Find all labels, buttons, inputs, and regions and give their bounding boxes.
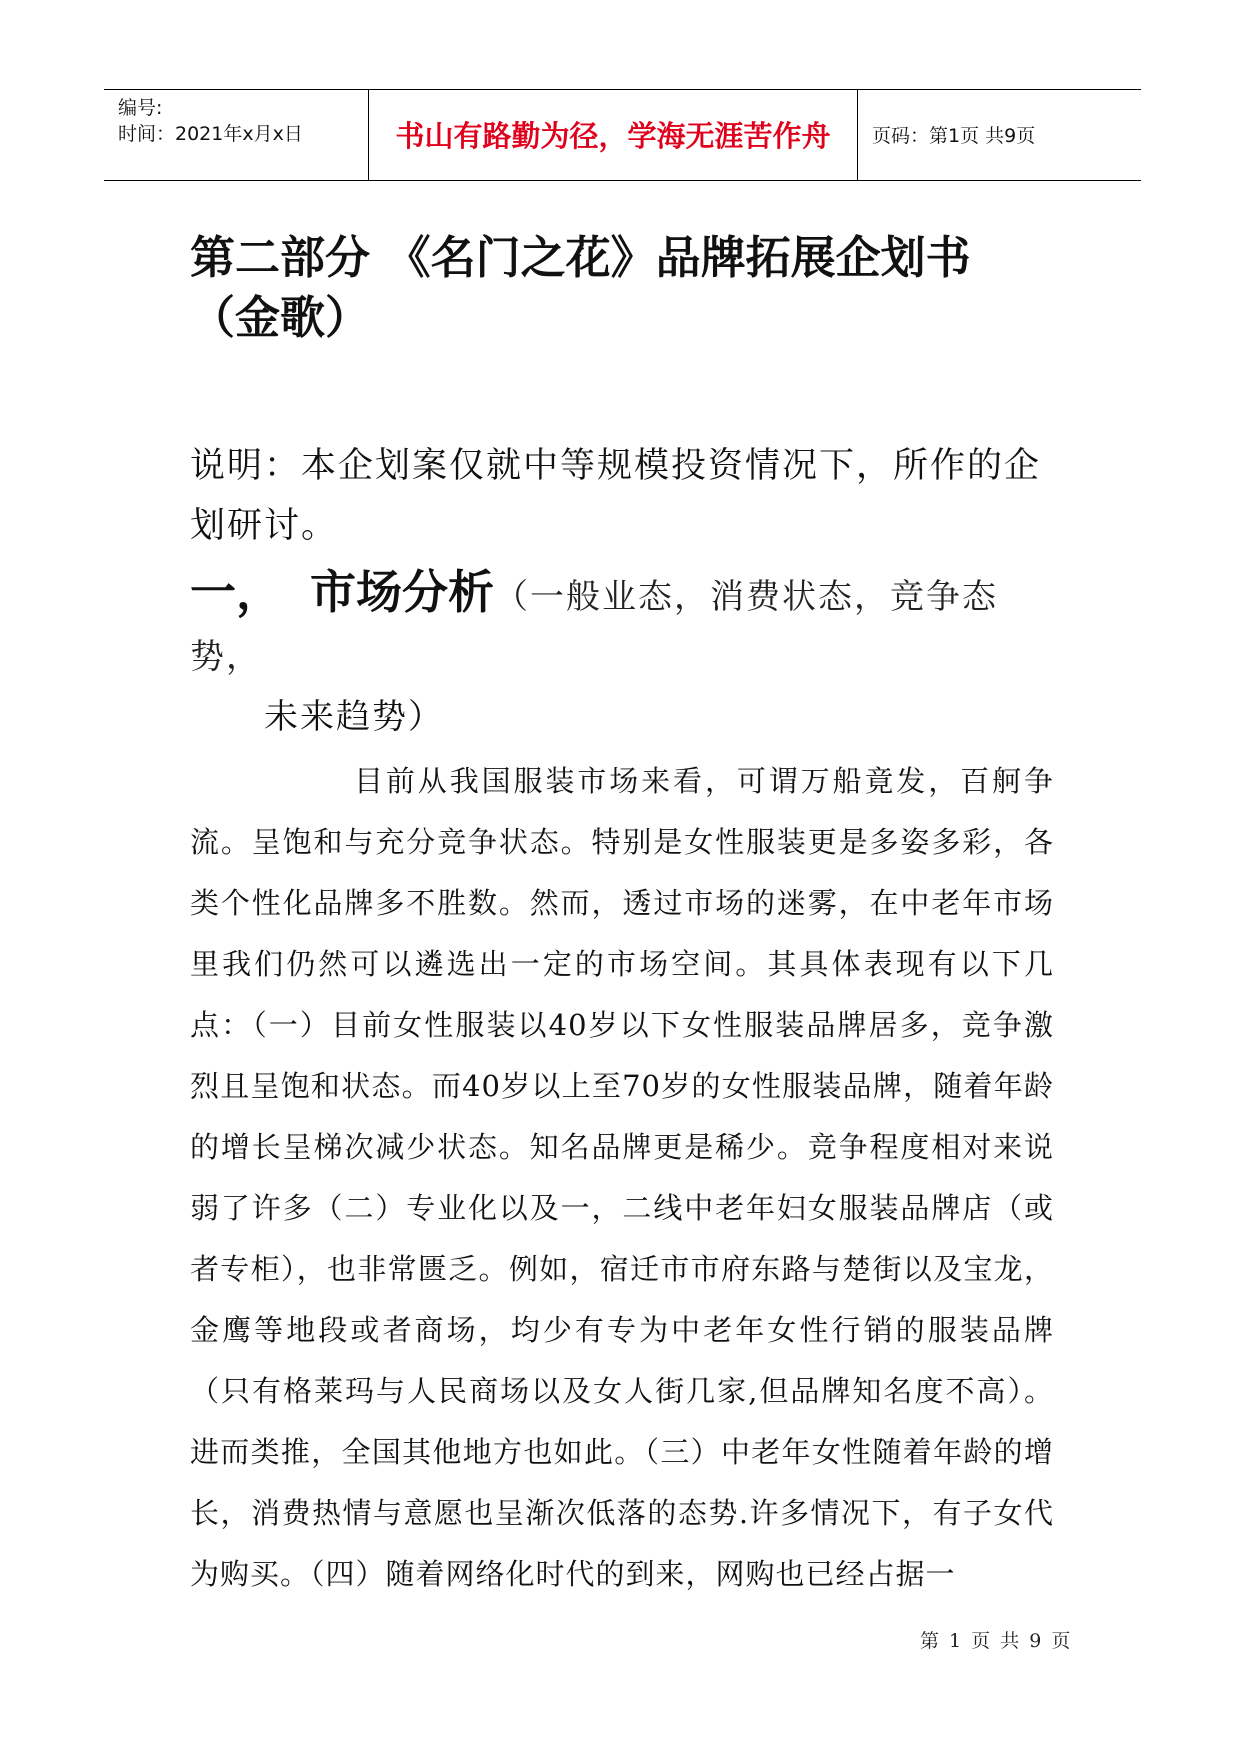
page-footer: 第 1 页 共 9 页 <box>920 1630 1073 1652</box>
page-header <box>104 89 1141 181</box>
serial-label: 编号: <box>118 97 163 119</box>
document-note: 说明：本企划案仅就中等规模投资情况下，所作的企划研讨。 <box>190 446 1042 546</box>
section-title: 市场分析 <box>310 565 494 619</box>
section-subtitle: （一般业态，消费状态，竞争态势， <box>190 577 998 677</box>
section-number: 一， <box>190 565 282 619</box>
document-title: 第二部分 《名门之花》品牌拓展企划书（金歌） <box>190 231 971 344</box>
section-subtitle-continued: 未来趋势） <box>264 697 444 737</box>
section-heading <box>190 562 1054 747</box>
header-motto-cell <box>368 90 858 180</box>
page-info: 页码：第1页 共9页 <box>872 125 1036 147</box>
document-body <box>190 228 1054 1634</box>
header-meta-cell <box>104 90 368 180</box>
motto-text: 书山有路勤为径，学海无涯苦作舟 <box>395 119 831 153</box>
header-page-cell <box>858 90 1141 180</box>
body-paragraph: 目前从我国服装市场来看，可谓万船竟发，百舸争流。呈饱和与充分竞争状态。特别是女性服装更是多姿多彩，各类个性化品牌多不胜数。然而，透过市场的迷雾，在中老年市场里我们仍然可以遴选出一定的市场空间。其具体表现有以下几点：（一）目前女性服装以40岁以下女性服装品牌居多，竞争激烈且呈饱和状态。而40岁以上至70岁的女性服装品牌，随着年龄的增长呈梯次减少状态。知名品牌更是稀少。竞争程度相对来说弱了许多（二）专业化以及一，二线中老年妇女服装品牌店（或者专柜），也非常匮乏。例如，宿迁市市府东路与楚街以及宝龙，金鹰等地段或者商场，均少有专为中老年女性行销的服装品牌（只有格莱玛与人民商场以及女人街几家,但品牌知名度不高）。进而类推，全国其他地方也如此。（三）中老年女性随着年龄的增长，消费热情与意愿也呈渐次低落的态势.许多情况下，有子女代为购买。（四）随着网络化时代的到来，网购也已经占据一 <box>190 764 1054 1591</box>
time-label: 时间：2021年x月x日 <box>118 123 303 145</box>
